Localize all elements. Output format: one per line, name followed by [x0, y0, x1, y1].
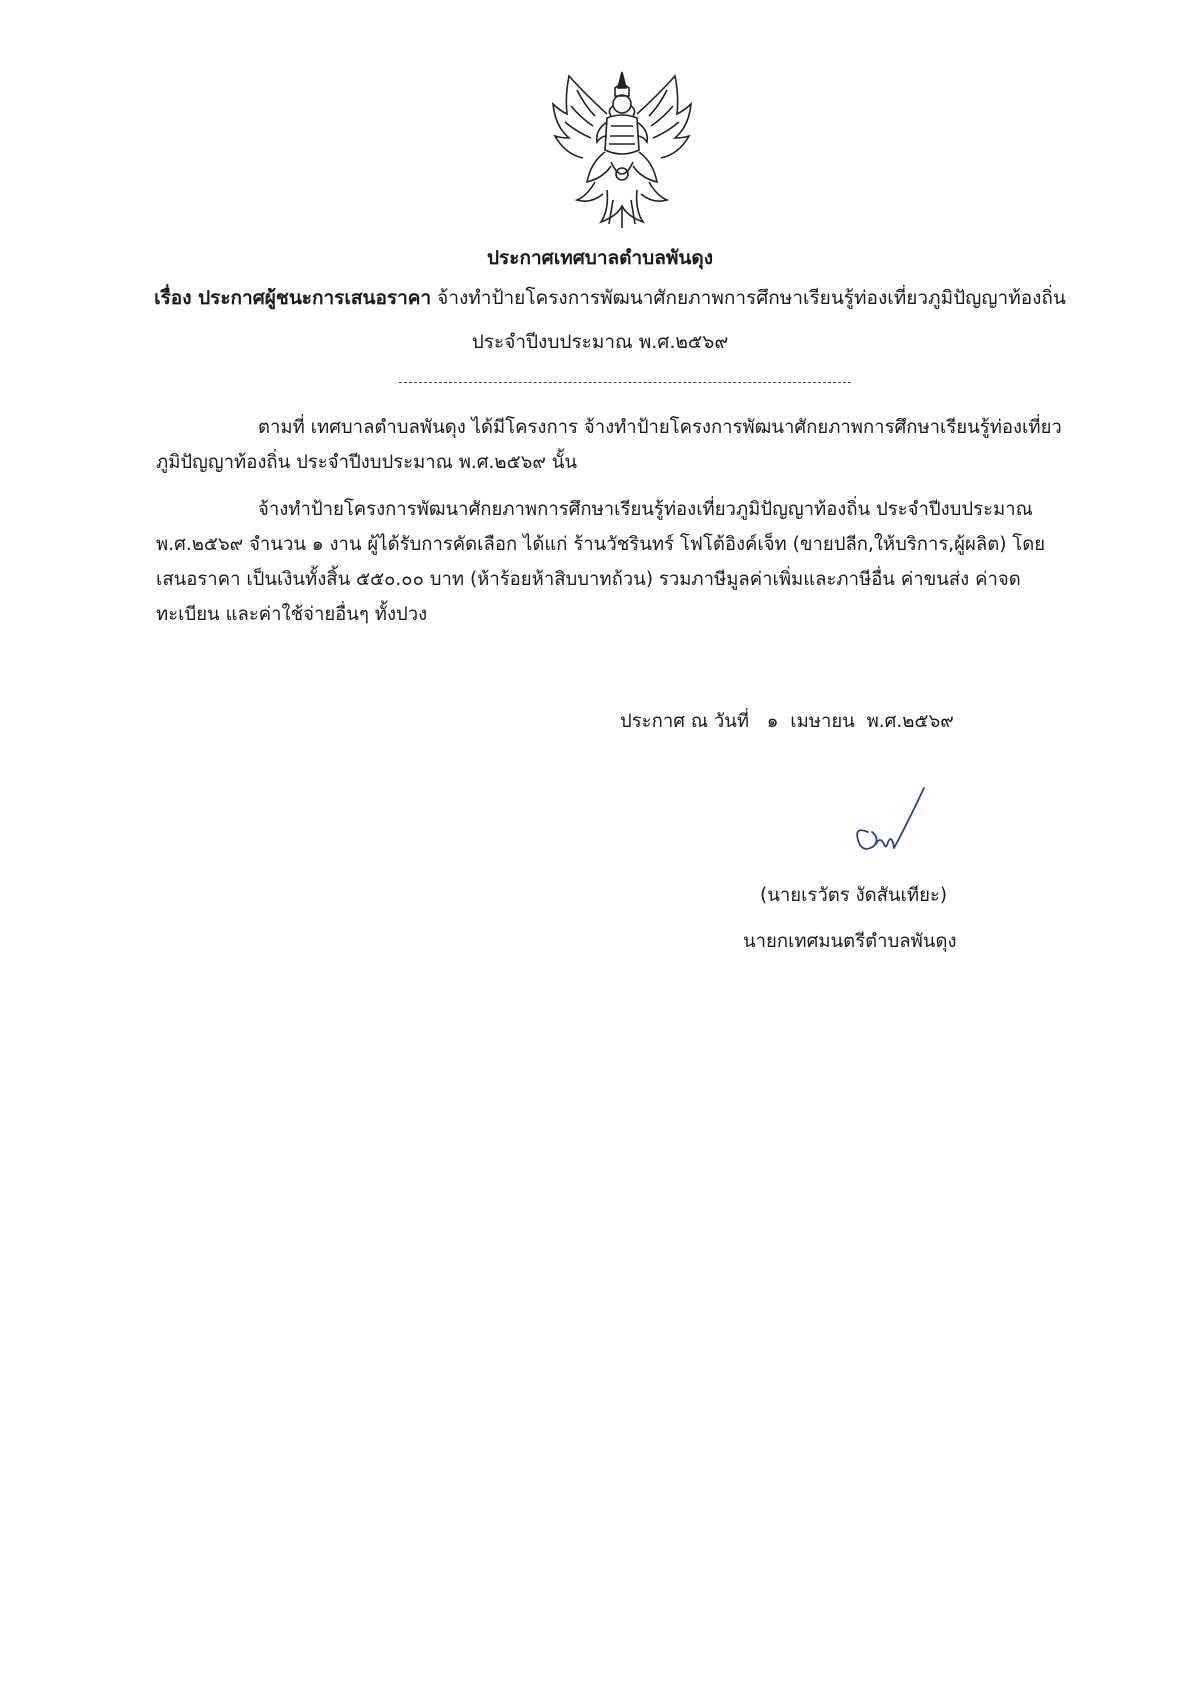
- announcement-date: ประกาศ ณ วันที่ ๑ เมษายน พ.ศ.๒๕๖๙: [620, 711, 954, 732]
- fiscal-year-line: ประจำปีงบประมาณ พ.ศ.๒๕๖๙: [471, 331, 729, 353]
- paragraph-line: เสนอราคา เป็นเงินทั้งสิ้น ๕๕๐.๐๐ บาท (ห้าร้อยห้าสิบบาทถ้วน) รวมภาษีมูลค่าเพิ่มและภาษีอื่น ค่าขนส่ง ค่าจด: [156, 569, 1021, 590]
- paragraph-award: [156, 492, 1088, 632]
- announcement-subject: [130, 284, 1090, 312]
- signer-title: นายกเทศมนตรีตำบลพันดุง: [743, 931, 957, 952]
- paragraph-line: จ้างทำป้ายโครงการพัฒนาศักยภาพการศึกษาเรียนรู้ท่องเที่ยวภูมิปัญญาท้องถิ่น ประจำปีงบประมาณ: [258, 499, 1033, 520]
- dashed-divider: [399, 382, 851, 383]
- paragraph-line: ภูมิปัญญาท้องถิ่น ประจำปีงบประมาณ พ.ศ.๒๕๖๙ นั้น: [156, 452, 578, 473]
- garuda-emblem: [547, 66, 697, 232]
- paragraph-line: พ.ศ.๒๕๖๙ จำนวน ๑ งาน ผู้ได้รับการคัดเลือก ได้แก่ ร้านวัชรินทร์ โฟโต้อิงค์เจ็ท (ขายปลีก,ให้บริการ,ผู้ผลิต) โดย: [156, 534, 1046, 555]
- announcement-title: ประกาศเทศบาลตำบลพันดุง: [487, 247, 713, 269]
- paragraph-line: ตามที่ เทศบาลตำบลพันดุง ได้มีโครงการ จ้างทำป้ายโครงการพัฒนาศักยภาพการศึกษาเรียนรู้ท่องเที่ยว: [258, 417, 1062, 438]
- paragraph-line: ทะเบียน และค่าใช้จ่ายอื่นๆ ทั้งปวง: [156, 604, 428, 625]
- subject-label: เรื่อง ประกาศผู้ชนะการเสนอราคา: [154, 287, 432, 309]
- handwritten-signature: [846, 782, 936, 862]
- subject-text: จ้างทำป้ายโครงการพัฒนาศักยภาพการศึกษาเรียนรู้ท่องเที่ยวภูมิปัญญาท้องถิ่น: [431, 287, 1066, 309]
- paragraph-intro: [156, 410, 1088, 480]
- signer-name: (นายเรวัตร งัดสันเทียะ): [760, 885, 948, 906]
